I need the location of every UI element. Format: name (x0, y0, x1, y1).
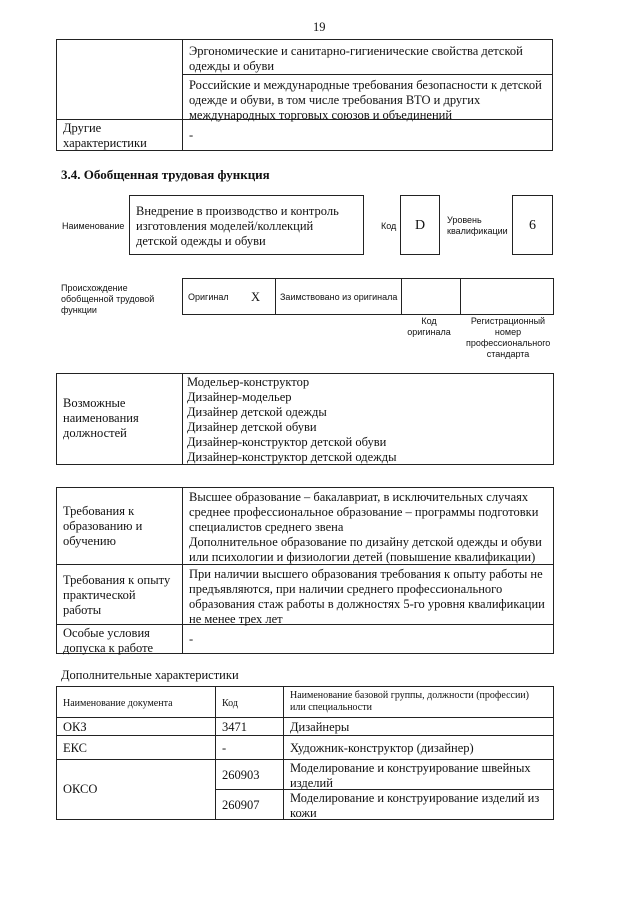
row-doc-okso: ОКСО (63, 782, 98, 796)
gtf-level-label: Уровень квалификации (447, 215, 508, 236)
origin-code-caption: Код оригинала (407, 316, 451, 337)
row-code-okso-2: 260907 (222, 798, 260, 812)
origin-reg-caption: Регистрационный номер профессионального стандарта (466, 316, 551, 359)
row-code-okz: 3471 (222, 720, 247, 734)
other-characteristics-label: Другие характеристики (63, 121, 147, 150)
row-name-eks: Художник-конструктор (дизайнер) (290, 741, 474, 755)
row-code-okso-1: 260903 (222, 768, 260, 782)
origin-label: Происхождение обобщенной трудовой функции (61, 283, 155, 315)
position-item: Дизайнер-модельер (187, 390, 292, 404)
gtf-code-value: D (400, 195, 440, 255)
gtf-level-value: 6 (512, 195, 553, 255)
education-label: Требования к образованию и обучению (63, 504, 143, 548)
page-number: 19 (313, 20, 326, 34)
row-name-okz: Дизайнеры (290, 720, 350, 734)
header-name: Наименование базовой группы, должности (профессии) или специальности (290, 690, 529, 713)
header-document: Наименование документа (63, 698, 173, 709)
experience-label: Требования к опыту практической работы (63, 573, 171, 617)
special-conditions-value: - (189, 632, 194, 646)
experience-value: При наличии высшего образования требования к опыту работы не предъявляются, при наличии среднего профессионального образования стаж работы в должностях 5-го уровня квалификации не менее трех лет (189, 567, 545, 626)
origin-original-mark: X (251, 290, 261, 304)
positions-table (56, 373, 554, 465)
gtf-code-label: Код (381, 221, 397, 231)
row-doc-eks: ЕКС (63, 741, 87, 755)
education-value: Высшее образование – бакалавриат, в исключительных случаях среднее профессиональное образование – программы подготовки специалистов среднего звена Дополнительное образование по дизайну детской одежды и обуви или психологии и физиологии детей (повышение квалификации) (189, 490, 542, 564)
section-heading: 3.4. Обобщенная трудовая функция (61, 167, 270, 182)
position-item: Дизайнер детской одежды (187, 405, 327, 419)
position-item: Дизайнер-конструктор детской одежды (187, 450, 397, 464)
other-characteristics-value: - (189, 128, 194, 142)
requirements-table (56, 487, 554, 654)
position-item: Модельер-конструктор (187, 375, 310, 389)
gtf-name-value: Внедрение в производство и контроль изготовления моделей/коллекций детской одежды и обуви (129, 195, 364, 255)
origin-original-label: Оригинал (188, 292, 229, 302)
origin-borrowed-label: Заимствовано из оригинала (280, 292, 398, 302)
origin-table (182, 278, 554, 315)
row-code-eks: - (222, 741, 227, 755)
position-item: Дизайнер-конструктор детской обуви (187, 435, 387, 449)
additional-table (56, 686, 554, 820)
row-name-okso-2: Моделирование и конструирование изделий из кожи (290, 791, 540, 820)
row-doc-okz: ОКЗ (63, 720, 87, 734)
special-conditions-label: Особые условия допуска к работе (63, 626, 154, 655)
row-name-okso-1: Моделирование и конструирование швейных изделий (290, 761, 531, 790)
header-code: Код (222, 698, 238, 709)
additional-heading: Дополнительные характеристики (61, 668, 239, 682)
position-item: Дизайнер детской обуви (187, 420, 317, 434)
top-table (56, 39, 553, 151)
positions-label: Возможные наименования должностей (63, 396, 139, 440)
gtf-name-label: Наименование (62, 221, 125, 231)
top-table-row-1-value: Эргономические и санитарно-гигиенические свойства детской одежды и обуви (189, 44, 523, 73)
top-table-row-2-value: Российские и международные требования безопасности к детской одежде и обуви, в том числе требования ВТО и других международных торговых союзов и объединений (189, 78, 542, 122)
